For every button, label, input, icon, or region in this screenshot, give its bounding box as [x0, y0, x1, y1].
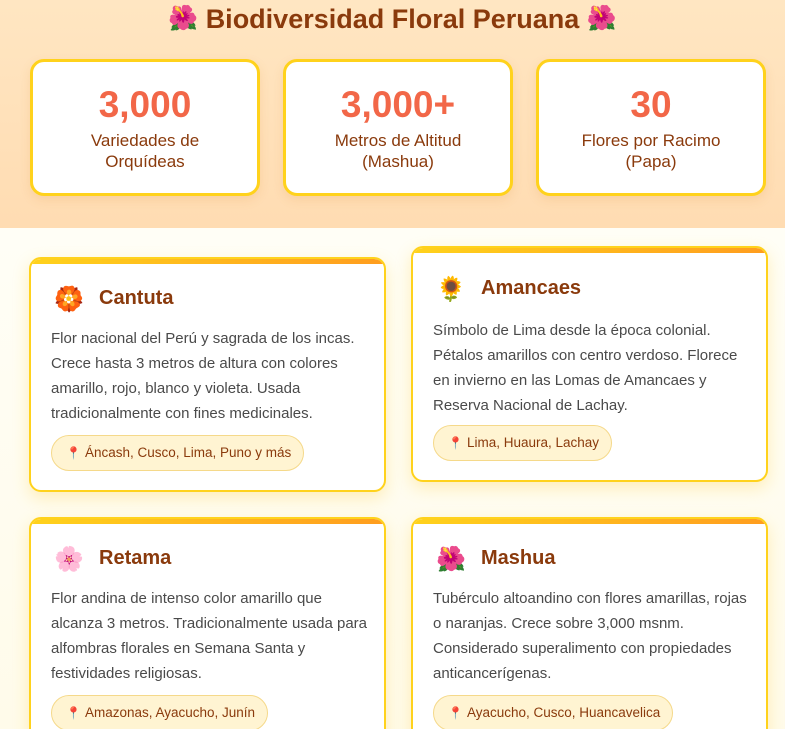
location-pin-icon: 📍 [66, 446, 81, 460]
stat-value: 3,000+ [340, 84, 456, 125]
card-title: Retama [99, 547, 172, 569]
card-description: Símbolo de Lima desde la época colonial. Pétalos amarillos con centro verdoso. Florece en invierno en las Lomas de Amancaes y Reserva Nacional de Lachay. [433, 322, 738, 414]
orange-flower-icon: 🏵️ [54, 286, 84, 313]
region-tag [51, 435, 304, 471]
region-text: Áncash, Cusco, Lima, Puno y más [84, 445, 292, 460]
stat-value: 3,000 [98, 84, 192, 125]
stat-card-altitude [283, 59, 513, 196]
hibiscus-icon: 🌺 [168, 5, 199, 32]
region-tag [433, 425, 612, 461]
card-title: Mashua [481, 547, 556, 569]
hibiscus-icon: 🌺 [586, 5, 617, 32]
location-pin-icon: 📍 [66, 706, 81, 720]
flower-card-cantuta [29, 257, 386, 492]
region-tag [51, 695, 268, 729]
card-title: Amancaes [481, 277, 582, 299]
flower-card-mashua [411, 517, 768, 729]
flower-card-retama [29, 517, 386, 729]
sunflower-icon: 🌻 [436, 276, 466, 303]
region-tag [433, 695, 673, 729]
location-pin-icon: 📍 [448, 436, 463, 450]
stat-card-flowers [536, 59, 766, 196]
card-description: Tubérculo altoandino con flores amarillas, rojas o naranjas. Crece sobre 3,000 msnm. Considerado superalimento con propiedades anticancerígenas. [433, 590, 747, 682]
card-description: Flor nacional del Perú y sagrada de los incas. Crece hasta 3 metros de altura con colores amarillo, rojo, blanco y violeta. Usada tradicionalmente con fines medicinales. [51, 330, 355, 422]
location-pin-icon: 📍 [448, 706, 463, 720]
card-description: Flor andina de intenso color amarillo que alcanza 3 metros. Tradicionalmente usada para alfombras florales en Semana Santa y festividades religiosas. [51, 590, 368, 682]
stat-label: Variedades de Orquídeas [90, 131, 200, 171]
region-text: Amazonas, Ayacucho, Junín [84, 705, 256, 720]
card-title: Cantuta [99, 287, 174, 309]
blossom-icon: 🌸 [54, 546, 84, 573]
region-text: Ayacucho, Cusco, Huancavelica [466, 705, 661, 720]
page-title [0, 4, 785, 35]
page-title-text: Biodiversidad Floral Peruana [205, 4, 580, 34]
stat-label: Metros de Altitud (Mashua) [334, 131, 462, 171]
stat-label: Flores por Racimo (Papa) [581, 131, 721, 171]
hibiscus-icon: 🌺 [436, 546, 466, 573]
flower-card-amancaes [411, 246, 768, 482]
region-text: Lima, Huaura, Lachay [466, 435, 600, 450]
stat-value: 30 [630, 84, 672, 125]
stat-card-orchids [30, 59, 260, 196]
